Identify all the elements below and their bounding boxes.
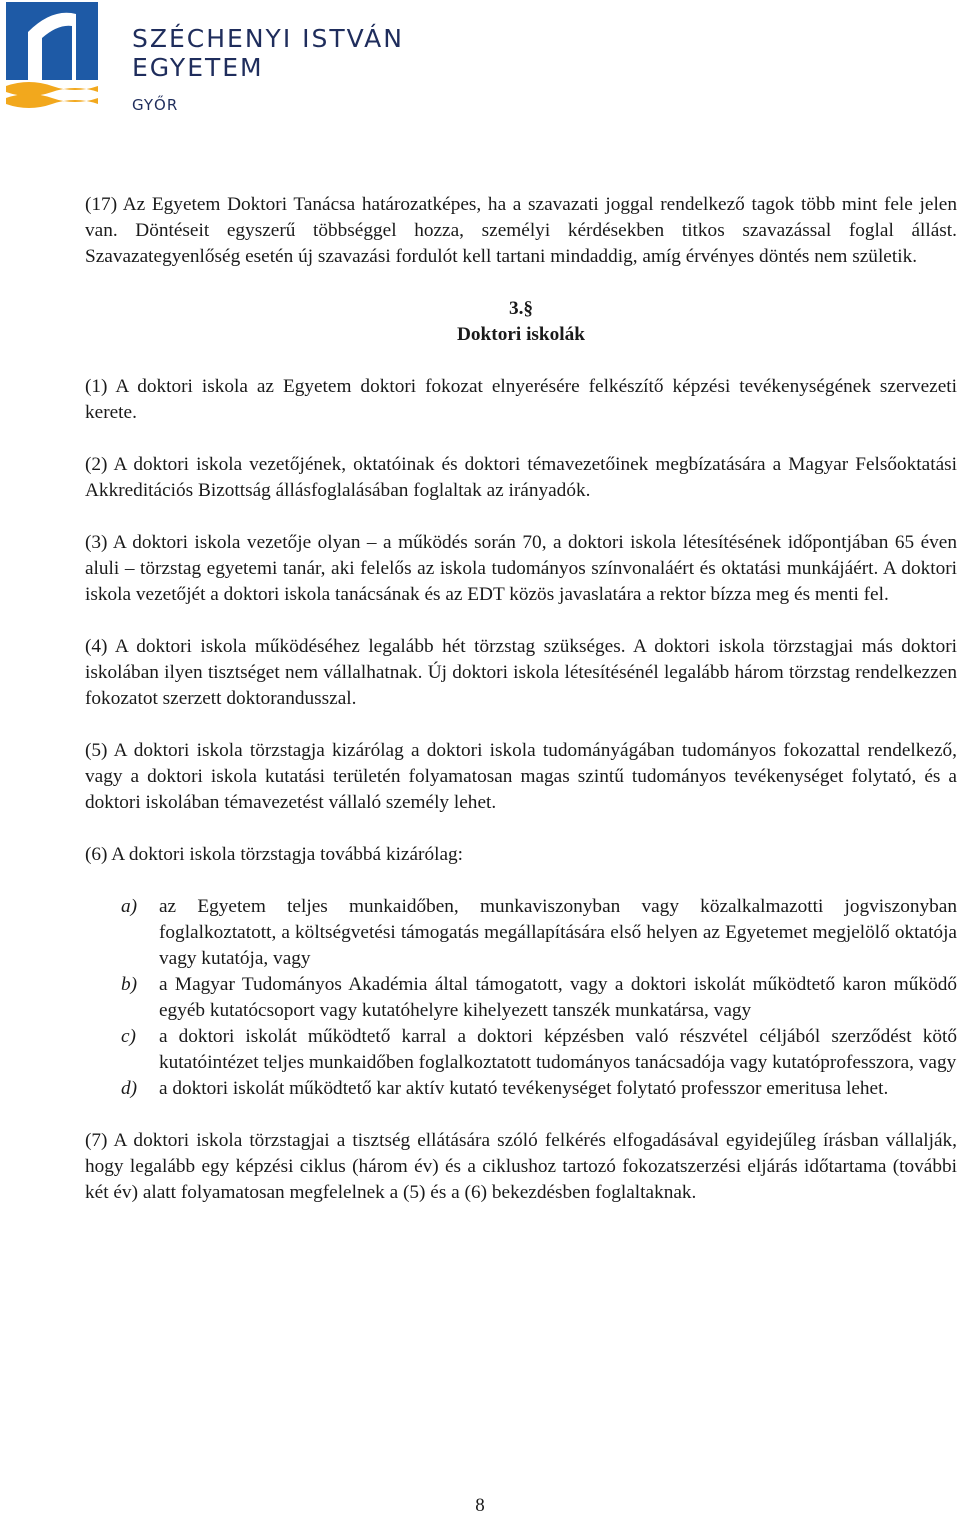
list-marker: a) [121,896,138,917]
list-text: a doktori iskolát működtető kar aktív kutató tevékenységet folytató professzor emeritusa lehet. [159,1078,889,1099]
list-text: a Magyar Tudományos Akadémia által támogatott, vagy a doktori iskolát működtető karon működő egyéb kutatócsoport vagy kutatóhelyre kihelyezett tanszék munkatársa, vagy [159,974,957,1021]
paragraph-7: (7) A doktori iskola törzstagjai a tisztség ellátására szóló felkérés elfogadásával egyidejűleg írásban vállalják, hogy legalább egy képzési ciklus (három év) és a ciklushoz tartozó fokozatszerzési eljárás időtartama (további két év) alatt folyamatosan megfelelnek a (5) és a (6) bekezdésben foglaltaknak. [85,1130,957,1203]
list-item [85,972,957,1024]
list-item [85,1076,957,1102]
list-text: az Egyetem teljes munkaidőben, munkaviszonyban vagy közalkalmazotti jogviszonyban foglalkoztatott, a költségvetési támogatás megállapítására első helyen az Egyetemet megjelölő oktatója vagy kutatója, vagy [159,896,957,969]
paragraph-2: (2) A doktori iskola vezetőjének, oktatóinak és doktori témavezetőinek megbízatására a Magyar Felsőoktatási Akkreditációs Bizottság állásfoglalásában foglaltak az irányadók. [85,454,957,501]
list-item [85,1024,957,1076]
university-name [132,24,404,114]
university-name-line1: SZÉCHENYI ISTVÁN [132,24,404,53]
eligibility-list [85,894,957,1102]
paragraph-17: (17) Az Egyetem Doktori Tanácsa határozatképes, ha a szavazati joggal rendelkező tagok több mint fele jelen van. Döntéseit egyszerű többséggel hozza, személyi kérdésekben titkos szavazással foglal állást. Szavazategyenlőség esetén új szavazási fordulót kell tartani mindaddig, amíg érvényes döntés nem születik. [85,194,957,267]
paragraph-4: (4) A doktori iskola működéséhez legalább hét törzstag szükséges. A doktori iskola törzstagjai más doktori iskolában ilyen tisztséget nem vállalhatnak. Új doktori iskola létesítésénél legalább három törzstag rendelkezzen fokozatot szerzett doktorandusszal. [85,636,957,709]
page-number: 8 [475,1495,485,1516]
paragraph-6: (6) A doktori iskola törzstagja továbbá kizárólag: [85,844,464,865]
section-heading [85,296,957,348]
list-marker: b) [121,974,138,995]
list-marker: c) [121,1026,136,1047]
paragraph-3: (3) A doktori iskola vezetője olyan – a működés során 70, a doktori iskola létesítésének időpontjában 65 éven aluli – törzstag egyetemi tanár, aki felelős az iskola tudományos színvonaláért és oktatási munkájáért. A doktori iskola vezetőjét a doktori iskola tanácsának és az EDT közös javaslatára a rektor bízza meg és menti fel. [85,532,957,605]
section-title: Doktori iskolák [456,324,586,345]
university-city: GYŐR [132,96,179,114]
university-logo-icon [6,2,98,112]
list-marker: d) [121,1078,138,1099]
paragraph-1: (1) A doktori iskola az Egyetem doktori fokozat elnyerésére felkészítő képzési tevékenységének szervezeti kerete. [85,376,957,423]
university-name-line2: EGYETEM [132,53,264,82]
list-text: a doktori iskolát működtető karral a doktori képzésben való részvétel céljából szerződést kötő kutatóintézet teljes munkaidőben foglalkoztatott tudományos tanácsadója vagy kutatóprofesszora, vagy [159,1026,957,1073]
document-body [85,192,957,1232]
list-item [85,894,957,972]
university-header [6,2,426,117]
paragraph-5: (5) A doktori iskola törzstagja kizárólag a doktori iskola tudományágában tudományos fokozattal rendelkező, vagy a doktori iskola kutatási területén folyamatosan magas szintű tudományos tevékenységet folytató, és a doktori iskolában témavezetést vállaló személy lehet. [85,740,957,813]
section-number: 3.§ [508,298,534,319]
